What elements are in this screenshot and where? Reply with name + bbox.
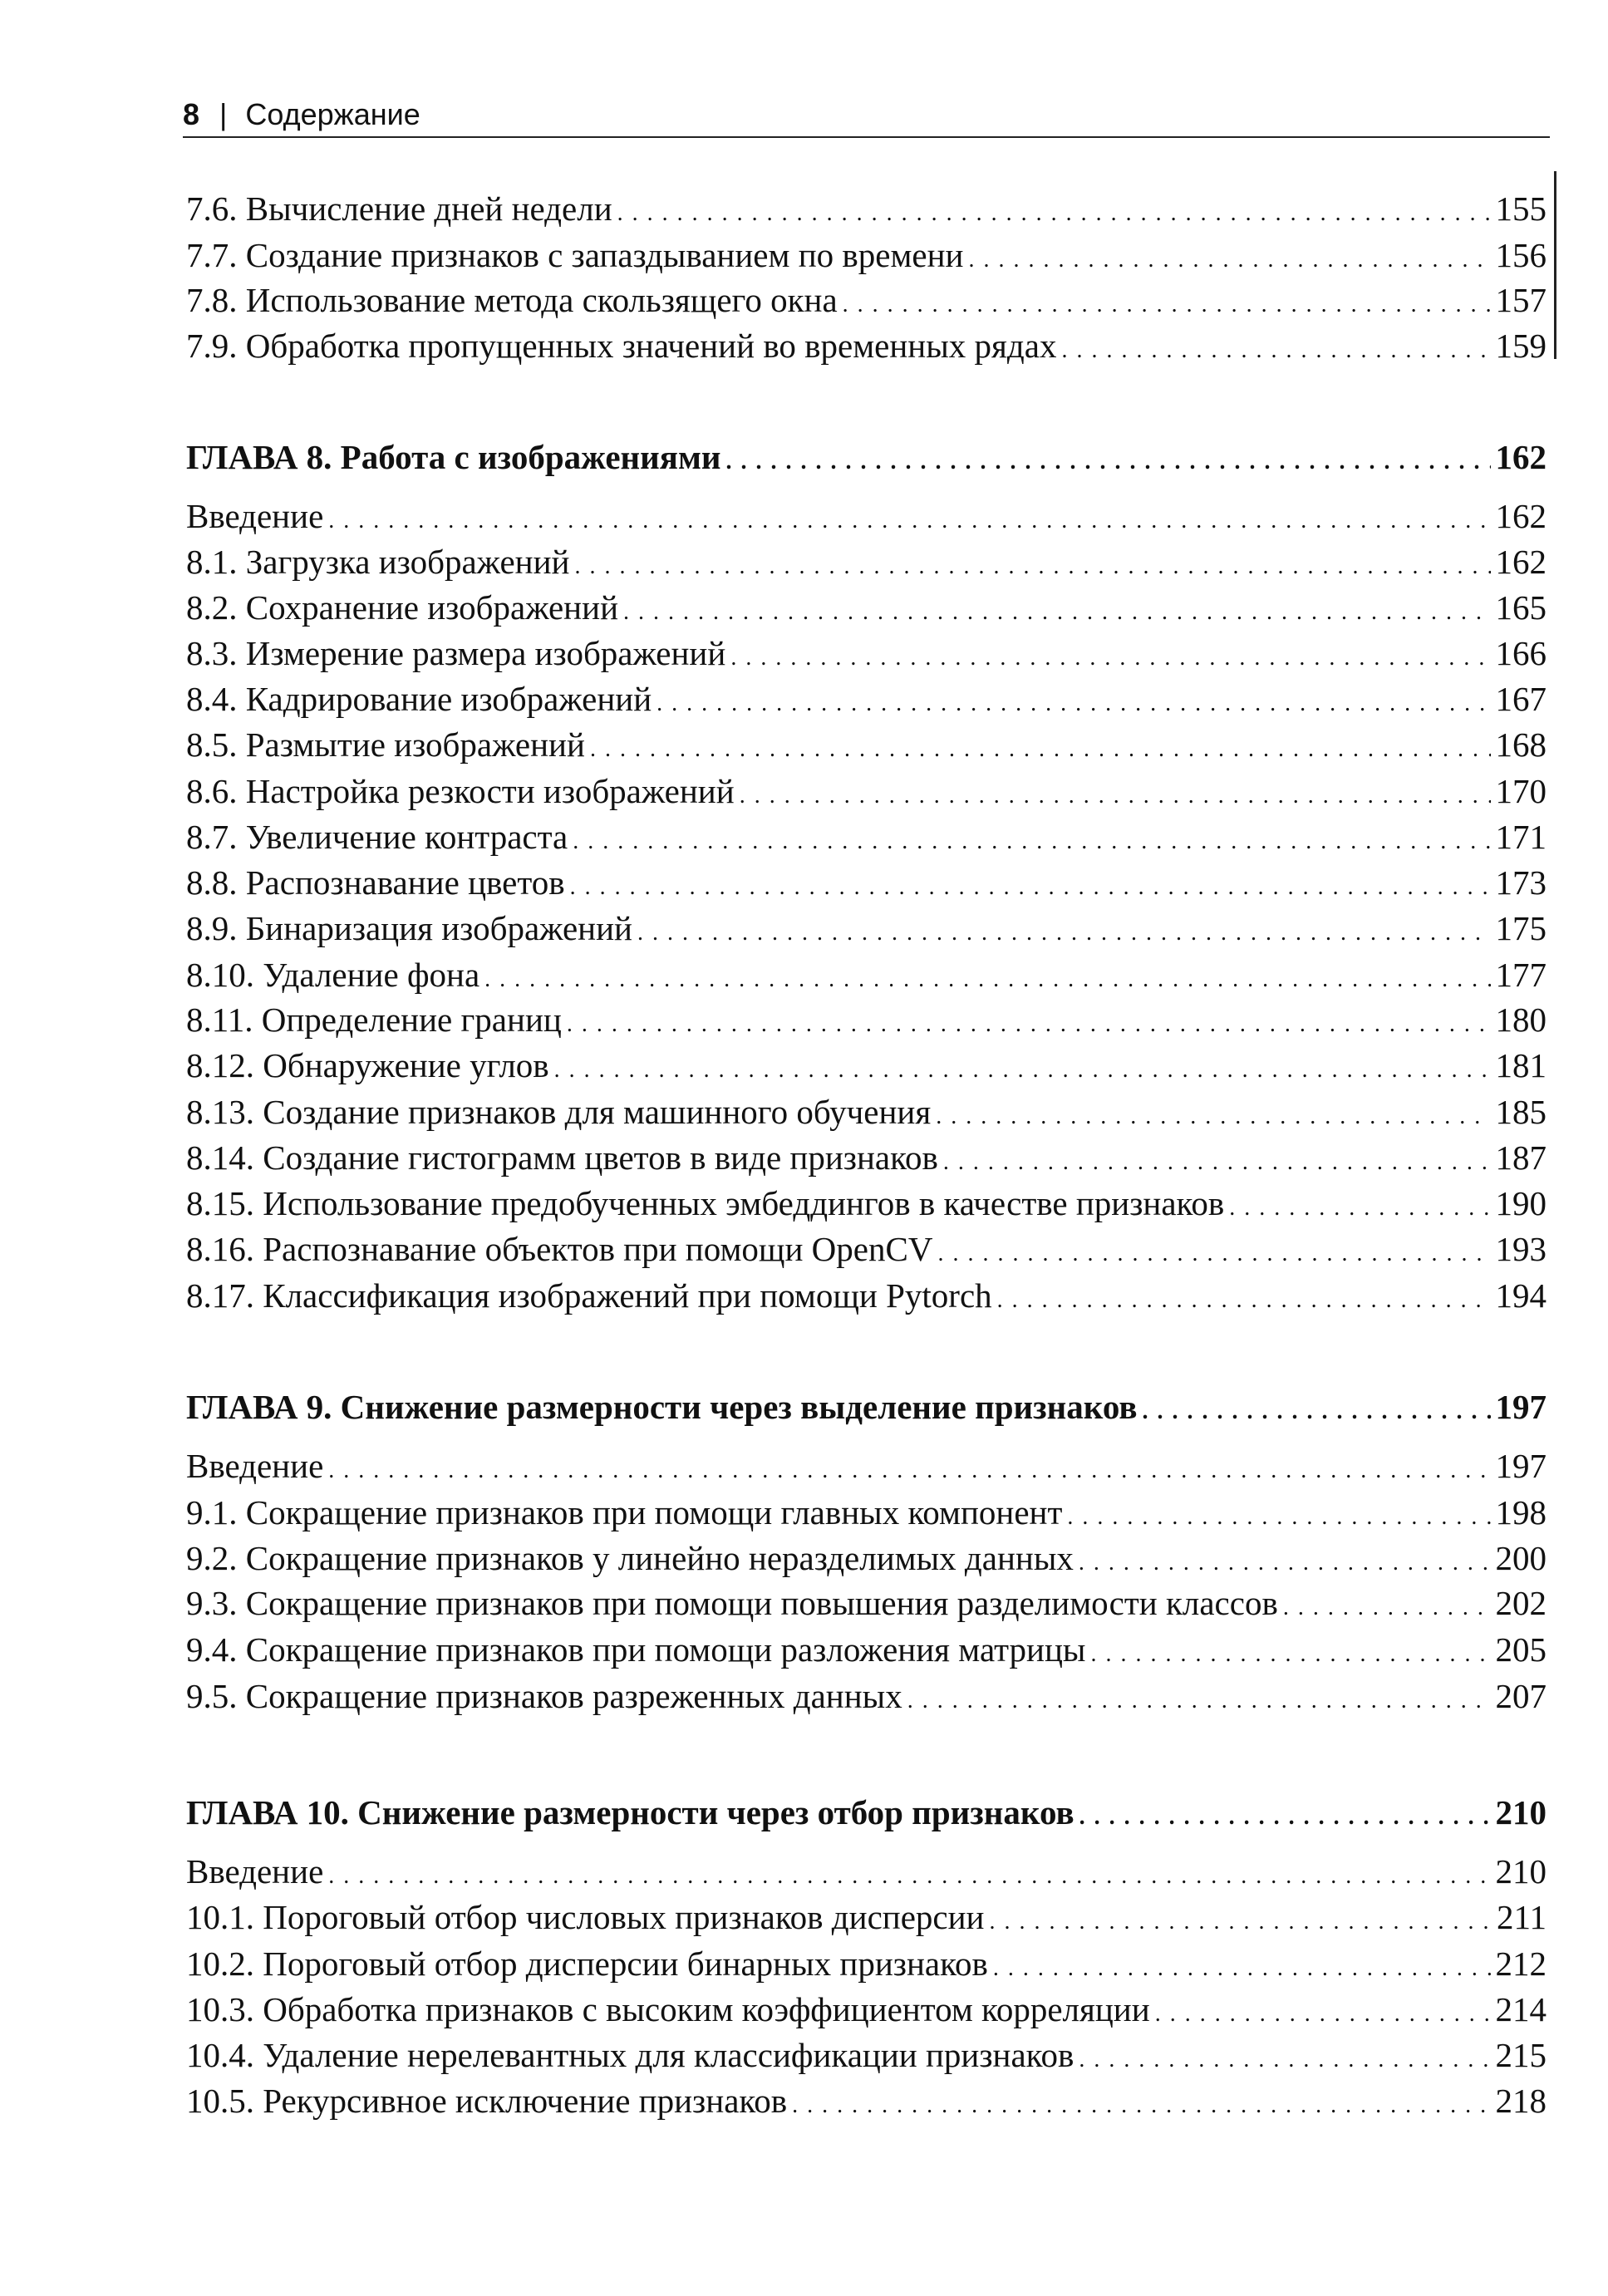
dot-leader bbox=[1079, 1541, 1491, 1586]
dot-leader bbox=[907, 1679, 1491, 1723]
chapter-title: ГЛАВА 8. Работа с изображениями bbox=[186, 438, 721, 476]
chapter-title: ГЛАВА 9. Снижение размерности через выделение признаков bbox=[186, 1388, 1138, 1426]
entry-title: 8.15. Использование предобученных эмбеддингов в качестве признаков bbox=[186, 1184, 1225, 1222]
toc-entry bbox=[186, 1627, 1547, 1677]
dot-leader bbox=[993, 1946, 1491, 1991]
entry-title: 8.7. Увеличение контраста bbox=[186, 818, 568, 856]
toc-entry bbox=[186, 1135, 1547, 1185]
header-separator: | bbox=[219, 97, 228, 131]
entry-title: 8.1. Загрузка изображений bbox=[186, 543, 570, 581]
entry-title: 10.3. Обработка признаков с высоким коэффициентом корреляции bbox=[186, 1990, 1150, 2028]
toc-entry bbox=[186, 1536, 1547, 1586]
entry-title: 10.2. Пороговый отбор дисперсии бинарных признаков bbox=[186, 1944, 988, 1983]
toc-entry bbox=[186, 722, 1547, 772]
toc-entry bbox=[186, 1043, 1547, 1093]
toc-entry bbox=[186, 2078, 1547, 2128]
dot-leader bbox=[574, 544, 1490, 589]
page-ref: 157 bbox=[1495, 281, 1547, 319]
page-ref: 162 bbox=[1495, 543, 1547, 581]
dot-leader bbox=[1079, 2038, 1490, 2082]
dot-leader bbox=[1142, 1389, 1490, 1434]
entry-title: 8.14. Создание гистограмм цветов в виде признаков bbox=[186, 1138, 938, 1177]
toc-entry bbox=[186, 278, 1547, 327]
toc-entry bbox=[186, 539, 1547, 589]
dot-leader bbox=[554, 1048, 1491, 1093]
entry-title: 7.9. Обработка пропущенных значений во временных рядах bbox=[186, 327, 1057, 365]
dot-leader bbox=[726, 440, 1491, 484]
entry-title: 9.3. Сокращение признаков при помощи повышения разделимости классов bbox=[186, 1584, 1278, 1622]
entry-title: 7.6. Вычисление дней недели bbox=[186, 189, 612, 228]
page-ref: 180 bbox=[1495, 1001, 1547, 1039]
page-ref: 156 bbox=[1495, 236, 1547, 274]
entry-title: 8.6. Настройка резкости изображений bbox=[186, 772, 735, 810]
dot-leader bbox=[570, 865, 1491, 910]
entry-title: 9.2. Сокращение признаков у линейно неразделимых данных bbox=[186, 1539, 1074, 1577]
page-ref: 170 bbox=[1495, 772, 1547, 810]
chapter-title: ГЛАВА 10. Снижение размерности через отбор признаков bbox=[186, 1793, 1074, 1831]
dot-leader bbox=[1090, 1632, 1490, 1677]
dot-leader bbox=[637, 911, 1491, 956]
dot-leader bbox=[590, 727, 1491, 772]
entry-title: Введение bbox=[186, 1852, 324, 1890]
page-ref: 162 bbox=[1495, 497, 1547, 535]
chapter-heading bbox=[186, 1790, 1547, 1840]
page-ref: 218 bbox=[1495, 2082, 1547, 2120]
toc-entry bbox=[186, 323, 1547, 373]
page-ref: 210 bbox=[1495, 1852, 1547, 1890]
toc-entry bbox=[186, 186, 1547, 236]
toc-entry bbox=[186, 1181, 1547, 1231]
toc-entry bbox=[186, 769, 1547, 819]
toc-entry bbox=[186, 814, 1547, 864]
page-ref: 202 bbox=[1495, 1584, 1547, 1622]
toc-entry bbox=[186, 997, 1547, 1047]
page-number: 8 bbox=[183, 97, 200, 131]
page-ref: 168 bbox=[1495, 725, 1547, 764]
entry-title: 10.1. Пороговый отбор числовых признаков дисперсии bbox=[186, 1898, 985, 1936]
page-ref: 181 bbox=[1495, 1046, 1547, 1084]
dot-leader bbox=[730, 636, 1490, 681]
toc-entry bbox=[186, 676, 1547, 726]
page-ref: 173 bbox=[1495, 863, 1547, 902]
entry-title: 8.16. Распознавание объектов при помощи OpenCV bbox=[186, 1230, 933, 1268]
dot-leader bbox=[328, 1448, 1490, 1493]
dot-leader bbox=[1283, 1586, 1491, 1630]
dot-leader bbox=[937, 1232, 1490, 1276]
entry-title: 7.7. Создание признаков с запаздыванием по времени bbox=[186, 236, 964, 274]
toc-entry bbox=[186, 1089, 1547, 1139]
page-ref: 155 bbox=[1495, 189, 1547, 228]
entry-title: 8.4. Кадрирование изображений bbox=[186, 680, 652, 718]
page-ref: 212 bbox=[1495, 1944, 1547, 1983]
dot-leader bbox=[843, 283, 1491, 327]
toc-entry bbox=[186, 1674, 1547, 1723]
toc-entry bbox=[186, 1443, 1547, 1493]
page-ref: 215 bbox=[1495, 2036, 1547, 2074]
dot-leader bbox=[573, 819, 1490, 864]
entry-title: 8.2. Сохранение изображений bbox=[186, 588, 619, 627]
page-ref: 171 bbox=[1495, 818, 1547, 856]
toc-entry bbox=[186, 1895, 1547, 1944]
dot-leader bbox=[484, 957, 1490, 1002]
page-ref: 210 bbox=[1495, 1793, 1547, 1831]
dot-leader bbox=[740, 774, 1491, 819]
chapter-heading bbox=[186, 1384, 1547, 1434]
entry-title: 8.5. Размытие изображений bbox=[186, 725, 585, 764]
dot-leader bbox=[1229, 1186, 1490, 1231]
page-ref: 190 bbox=[1495, 1184, 1547, 1222]
page-ref: 200 bbox=[1495, 1539, 1547, 1577]
entry-title: 8.13. Создание признаков для машинного обучения bbox=[186, 1093, 932, 1131]
toc-entry bbox=[186, 1849, 1547, 1899]
chapter-heading bbox=[186, 435, 1547, 484]
toc-entry bbox=[186, 2033, 1547, 2082]
page-ref: 194 bbox=[1495, 1276, 1547, 1315]
entry-title: 9.4. Сокращение признаков при помощи разложения матрицы bbox=[186, 1630, 1086, 1669]
page-ref: 159 bbox=[1495, 327, 1547, 365]
dot-leader bbox=[567, 1002, 1491, 1047]
page-ref: 162 bbox=[1495, 438, 1547, 476]
dot-leader bbox=[1079, 1795, 1491, 1840]
entry-title: 8.9. Бинаризация изображений bbox=[186, 909, 632, 947]
entry-title: 8.17. Классификация изображений при помощи Pytorch bbox=[186, 1276, 992, 1315]
page-ref: 175 bbox=[1495, 909, 1547, 947]
page-ref: 166 bbox=[1495, 634, 1547, 672]
entry-title: Введение bbox=[186, 497, 324, 535]
dot-leader bbox=[968, 238, 1490, 283]
entry-title: Введение bbox=[186, 1447, 324, 1485]
entry-title: 9.1. Сокращение признаков при помощи главных компонент bbox=[186, 1493, 1063, 1531]
running-header bbox=[183, 93, 1550, 138]
toc-entry bbox=[186, 494, 1547, 543]
page-ref: 165 bbox=[1495, 588, 1547, 627]
toc-entry bbox=[186, 631, 1547, 681]
dot-leader bbox=[617, 191, 1491, 236]
entry-title: 8.3. Измерение размера изображений bbox=[186, 634, 726, 672]
toc-entry bbox=[186, 1227, 1547, 1276]
page-ref: 167 bbox=[1495, 680, 1547, 718]
dot-leader bbox=[943, 1140, 1491, 1185]
dot-leader bbox=[1155, 1992, 1491, 2037]
page-ref: 185 bbox=[1495, 1093, 1547, 1131]
toc-entry bbox=[186, 1941, 1547, 1991]
entry-title: 8.8. Распознавание цветов bbox=[186, 863, 565, 902]
page-ref: 205 bbox=[1495, 1630, 1547, 1669]
toc-entry bbox=[186, 860, 1547, 910]
page-ref: 198 bbox=[1495, 1493, 1547, 1531]
entry-title: 8.11. Определение границ bbox=[186, 1001, 562, 1039]
entry-title: 10.4. Удаление нерелевантных для классификации признаков bbox=[186, 2036, 1074, 2074]
dot-leader bbox=[1061, 328, 1490, 373]
dot-leader bbox=[936, 1094, 1490, 1139]
page-ref: 187 bbox=[1495, 1138, 1547, 1177]
entry-title: 8.10. Удаление фона bbox=[186, 956, 480, 994]
dot-leader bbox=[328, 499, 1490, 543]
dot-leader bbox=[997, 1278, 1491, 1323]
page-ref: 211 bbox=[1497, 1898, 1547, 1936]
toc-entry bbox=[186, 1490, 1547, 1540]
dot-leader bbox=[792, 2083, 1490, 2128]
dot-leader bbox=[656, 681, 1490, 726]
dot-leader bbox=[1067, 1495, 1490, 1540]
page-ref: 177 bbox=[1495, 956, 1547, 994]
toc-entry bbox=[186, 1581, 1547, 1630]
entry-title: 8.12. Обнаружение углов bbox=[186, 1046, 549, 1084]
toc-entry bbox=[186, 952, 1547, 1002]
dot-leader bbox=[990, 1900, 1492, 1944]
toc-entry bbox=[186, 1273, 1547, 1323]
entry-title: 9.5. Сокращение признаков разреженных данных bbox=[186, 1677, 902, 1715]
page-ref: 207 bbox=[1495, 1677, 1547, 1715]
page-ref: 197 bbox=[1495, 1388, 1547, 1426]
toc-entry bbox=[186, 906, 1547, 956]
page-ref: 197 bbox=[1495, 1447, 1547, 1485]
page-ref: 214 bbox=[1495, 1990, 1547, 2028]
header-title: Содержание bbox=[245, 97, 420, 131]
entry-title: 7.8. Использование метода скользящего окна bbox=[186, 281, 838, 319]
toc-entry bbox=[186, 585, 1547, 635]
toc-entry bbox=[186, 1987, 1547, 2037]
toc-entry bbox=[186, 233, 1547, 283]
entry-title: 10.5. Рекурсивное исключение признаков bbox=[186, 2082, 788, 2120]
dot-leader bbox=[623, 590, 1490, 635]
page-ref: 193 bbox=[1495, 1230, 1547, 1268]
dot-leader bbox=[328, 1854, 1490, 1899]
margin-bar bbox=[1554, 171, 1556, 359]
